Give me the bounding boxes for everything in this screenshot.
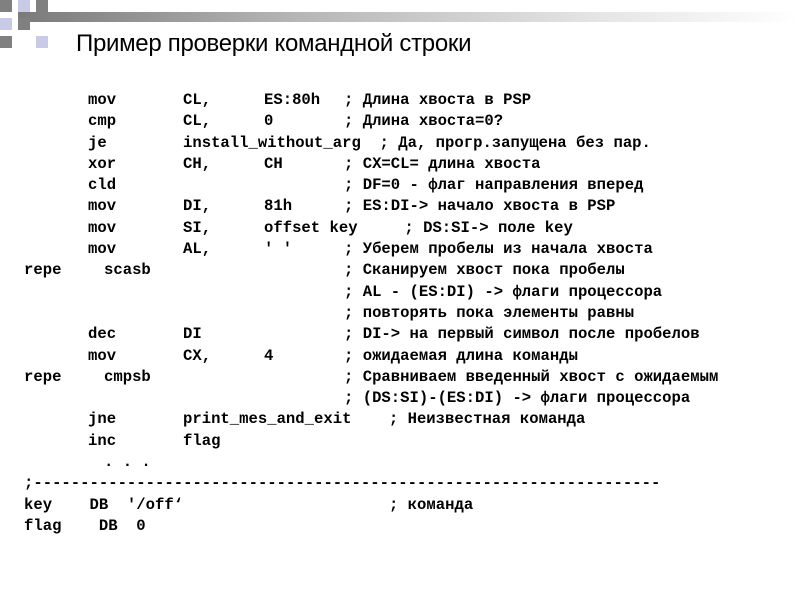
code-a2: 81h — [264, 197, 293, 216]
code-a1: CL, — [183, 112, 212, 131]
code-line — [0, 452, 800, 473]
code-cm: ; Сравниваем введенный хвост с ожидаемым — [344, 367, 719, 386]
code-listing — [0, 90, 800, 537]
code-a1: AL, — [183, 240, 212, 259]
code-lbl: repe — [24, 367, 62, 386]
header-gradient-bar — [18, 12, 800, 22]
code-line — [0, 282, 800, 303]
code-line — [0, 303, 800, 324]
code-line — [0, 218, 800, 239]
code-line — [0, 346, 800, 367]
code-line — [0, 90, 800, 111]
code-a2: 0 — [264, 112, 274, 131]
code-a1: SI, — [183, 218, 212, 237]
code-line — [0, 367, 800, 388]
code-lbl: key DB '/off‘ ; команда — [24, 495, 474, 514]
code-a1: install_without_arg ; Да, прогр.запущена без пар. — [183, 133, 651, 152]
corner-square — [0, 36, 12, 48]
code-op: mov — [88, 346, 117, 365]
corner-square — [18, 0, 30, 12]
code-line — [0, 111, 800, 132]
code-line — [0, 388, 800, 409]
code-cm: ; DF=0 - флаг направления вперед — [344, 176, 644, 195]
code-a1: DI — [183, 325, 202, 344]
corner-square — [0, 0, 12, 12]
code-a2: offset key ; DS:SI-> поле key — [264, 218, 573, 237]
code-line — [0, 473, 800, 494]
code-op: mov — [88, 197, 117, 216]
corner-square — [36, 36, 48, 48]
code-a2: CH — [264, 154, 283, 173]
code-line — [0, 516, 800, 537]
code-op: mov — [88, 240, 117, 259]
corner-square — [36, 0, 48, 12]
code-a1: DI, — [183, 197, 212, 216]
code-a2: ' ' — [264, 240, 293, 259]
code-op: cmp — [88, 112, 117, 131]
code-a2: ES:80h — [264, 91, 321, 109]
code-op: mov — [88, 91, 117, 109]
code-a2: 4 — [264, 346, 274, 365]
code-lbl: repe — [24, 261, 62, 280]
code-cm: ; повторять пока элементы равны — [344, 303, 635, 322]
code-line — [0, 431, 800, 452]
code-a1: flag — [183, 431, 221, 450]
code-lbl: flag DB 0 — [24, 516, 146, 535]
code-cm: ; CX=CL= длина хвоста — [344, 154, 541, 173]
corner-square — [0, 18, 12, 30]
code-line — [0, 196, 800, 217]
code-line — [0, 154, 800, 175]
code-op2: scasb — [104, 261, 151, 280]
code-cm: ; Длина хвоста в PSP — [344, 91, 532, 109]
corner-square — [18, 18, 30, 30]
code-cm: ; ES:DI-> начало хвоста в PSP — [344, 197, 616, 216]
code-line — [0, 260, 800, 281]
code-a1: CH, — [183, 154, 212, 173]
code-cm: ; Уберем пробелы из начала хвоста — [344, 240, 653, 259]
code-op2: cmpsb — [104, 367, 151, 386]
code-op: inc — [88, 431, 117, 450]
code-line — [0, 324, 800, 345]
code-op: dec — [88, 325, 117, 344]
code-line — [0, 495, 800, 516]
code-cm: ; DI-> на первый символ после пробелов — [344, 325, 700, 344]
code-cm: ; AL - (ES:DI) -> флаги процессора — [344, 282, 663, 301]
code-a1: CL, — [183, 91, 212, 109]
code-cm: ; ожидаемая длина команды — [344, 346, 578, 365]
code-cm: ; Сканируем хвост пока пробелы — [344, 261, 625, 280]
code-op2: . . . — [104, 453, 151, 472]
code-op: xor — [88, 154, 117, 173]
code-cm: ; Длина хвоста=0? — [344, 112, 504, 131]
code-line — [0, 239, 800, 260]
slide-title: Пример проверки командной строки — [76, 30, 472, 57]
code-op: mov — [88, 218, 117, 237]
code-op: jne — [88, 410, 117, 429]
code-sep: ;------------------------------------------------------------------- — [24, 474, 661, 493]
code-line — [0, 175, 800, 196]
code-cm: ; (DS:SI)-(ES:DI) -> флаги процессора — [344, 389, 691, 408]
code-a1: print_mes_and_exit ; Неизвестная команда — [183, 410, 586, 429]
code-line — [0, 409, 800, 430]
code-line — [0, 133, 800, 154]
code-op: je — [88, 133, 107, 152]
code-op: cld — [88, 176, 117, 195]
code-a1: CX, — [183, 346, 212, 365]
